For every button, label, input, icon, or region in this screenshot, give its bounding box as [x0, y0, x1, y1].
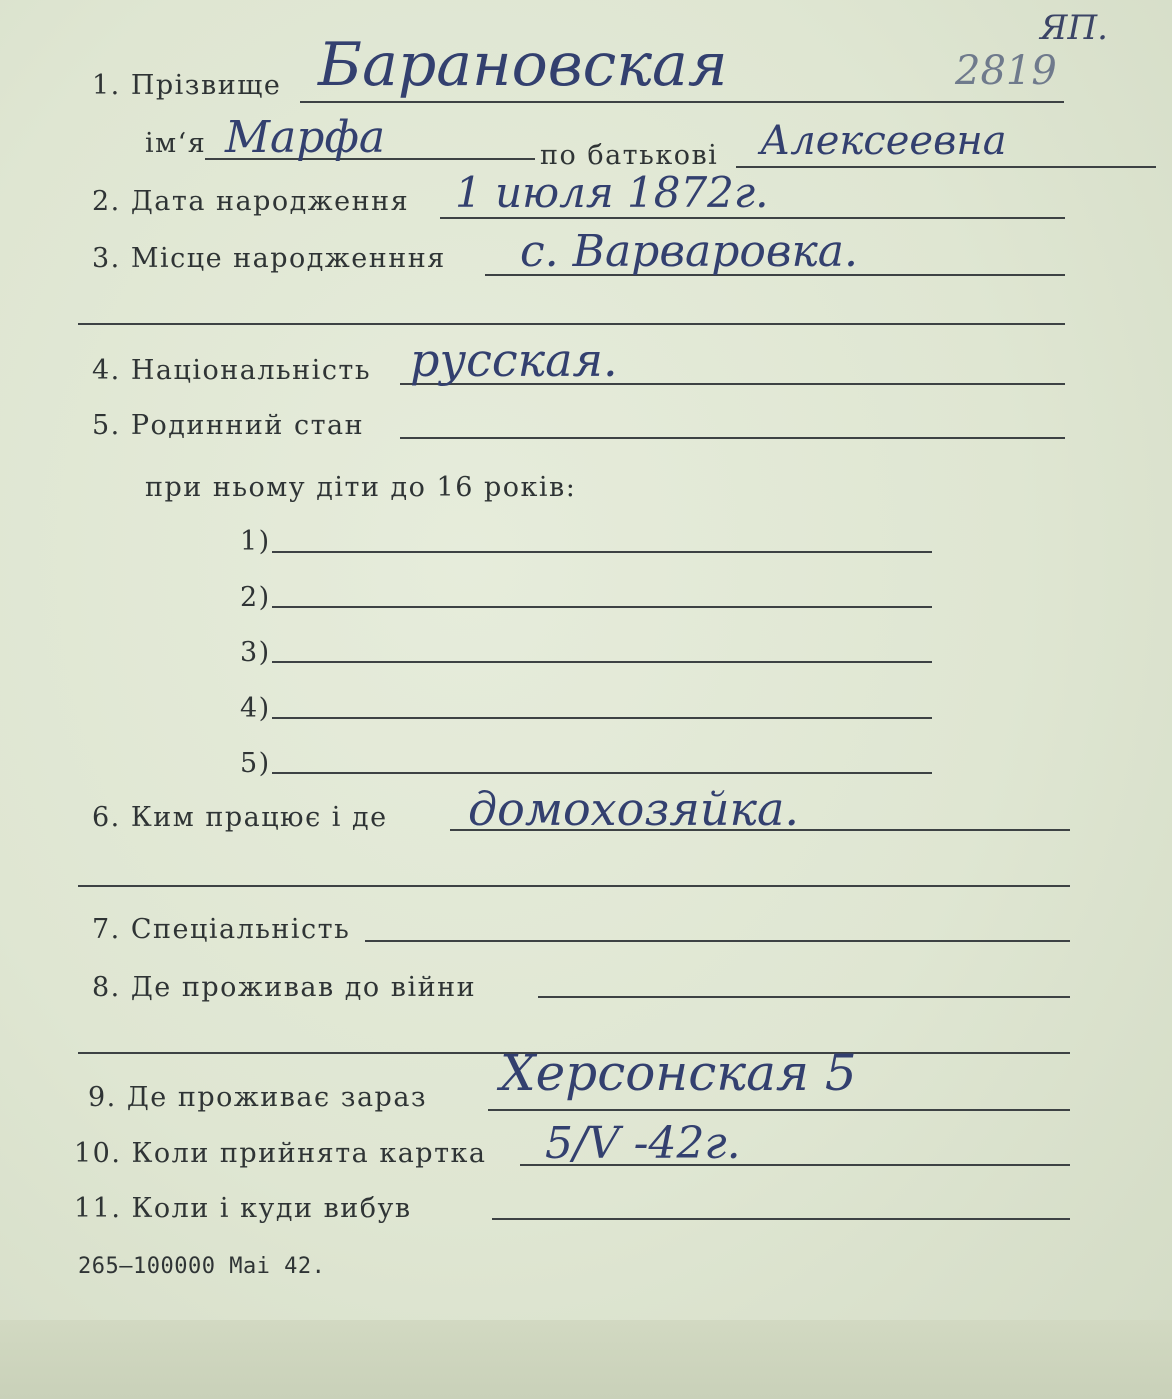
- occupation-value: домохозяйка.: [468, 782, 800, 836]
- child-item-1: 1): [240, 526, 271, 557]
- family-status-line: [400, 437, 1065, 439]
- current-residence-label: 9. Де проживає зараз: [88, 1082, 428, 1113]
- corner-note: 2819: [955, 48, 1057, 94]
- birth-place-value: с. Варваровка.: [520, 226, 858, 277]
- specialty-label: 7. Спеціальність: [92, 914, 351, 945]
- corner-letters: ЯП.: [1040, 8, 1108, 48]
- patronymic-line: [736, 166, 1156, 168]
- birth-date-label: 2. Дата народження: [92, 186, 410, 217]
- current-residence-value: Херсонская 5: [500, 1044, 857, 1102]
- print-code: 265—100000 Mai 42.: [78, 1254, 326, 1279]
- child-line-4: [272, 717, 932, 719]
- birth-date-value: 1 июля 1872г.: [455, 168, 769, 217]
- child-item-4: 4): [240, 693, 271, 724]
- nationality-label: 4. Національність: [92, 355, 372, 386]
- patronymic-value: Алексеевна: [760, 118, 1007, 164]
- child-line-5: [272, 772, 932, 774]
- prewar-residence-label: 8. Де проживав до війни: [92, 972, 477, 1003]
- nationality-value: русская.: [410, 333, 618, 387]
- departed-line: [492, 1218, 1070, 1220]
- occupation-line-2: [78, 885, 1070, 887]
- current-residence-line: [488, 1109, 1070, 1111]
- name-label: ім‘я: [145, 128, 207, 159]
- departed-label: 11. Коли і куди вибув: [74, 1193, 412, 1224]
- children-label: при ньому діти до 16 років:: [145, 472, 577, 503]
- specialty-line: [365, 940, 1070, 942]
- birth-place-line-2: [78, 323, 1065, 325]
- card-bottom-edge: [0, 1320, 1172, 1399]
- family-status-label: 5. Родинний стан: [92, 410, 365, 441]
- child-line-1: [272, 551, 932, 553]
- prewar-residence-line: [538, 996, 1070, 998]
- card-accepted-label: 10. Коли прийнята картка: [74, 1138, 487, 1169]
- child-line-3: [272, 661, 932, 663]
- child-item-3: 3): [240, 637, 271, 668]
- patronymic-label: по батькові: [540, 140, 719, 171]
- birth-date-line: [440, 217, 1065, 219]
- name-value: Марфа: [225, 112, 386, 163]
- child-item-2: 2): [240, 582, 271, 613]
- surname-label: 1. Прізвище: [92, 70, 282, 101]
- occupation-label: 6. Ким працює і де: [92, 802, 388, 833]
- card-accepted-value: 5/V -42г.: [545, 1118, 741, 1169]
- birth-place-label: 3. Місце народженння: [92, 243, 446, 274]
- surname-value: Барановская: [318, 30, 728, 100]
- child-item-5: 5): [240, 748, 271, 779]
- child-line-2: [272, 606, 932, 608]
- surname-line: [300, 101, 1064, 103]
